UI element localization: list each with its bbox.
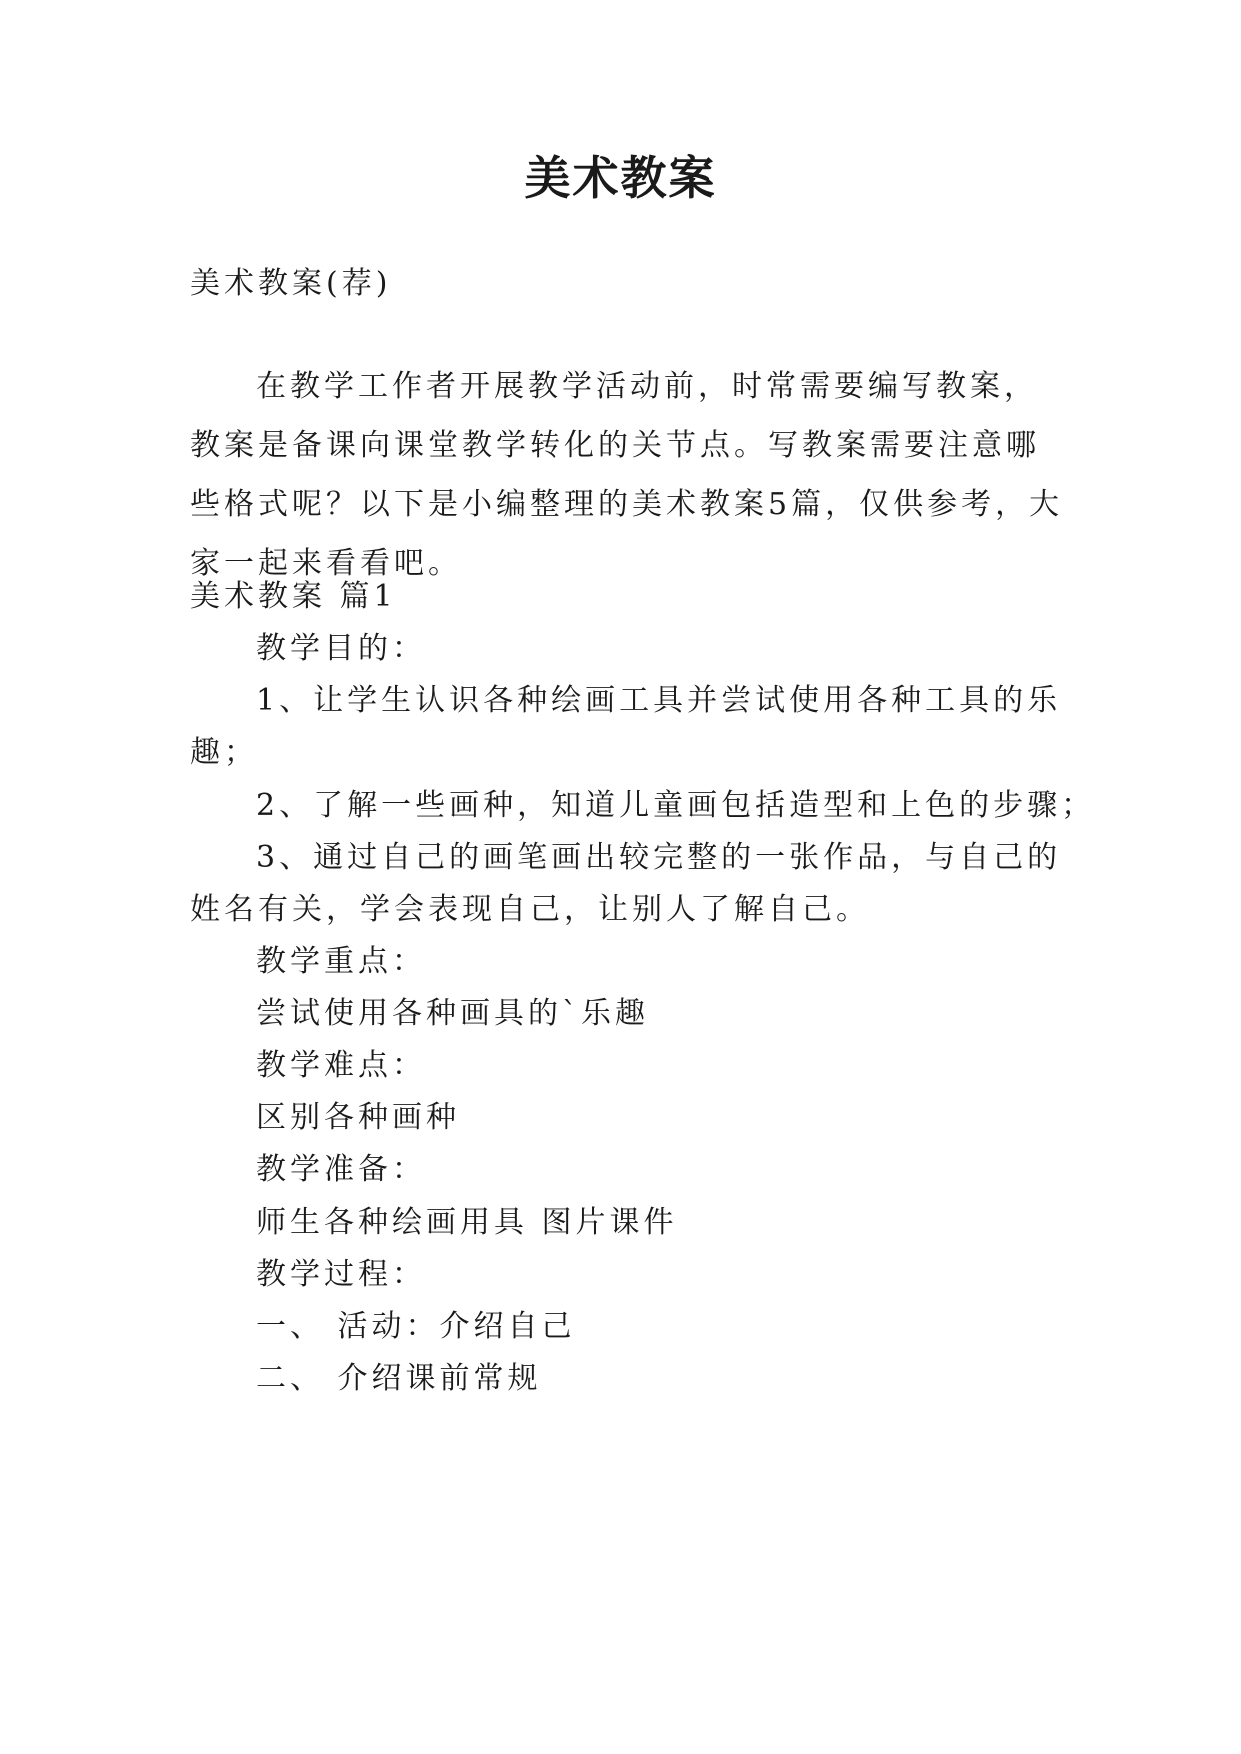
document-title: 美术教案 (524, 151, 717, 205)
goal-item-3-line-1: 3、通过自己的画笔画出较完整的一张作品，与自己的 (256, 840, 1062, 875)
intro-paragraph (190, 357, 1070, 593)
process-step-2: 二、 介绍课前常规 (256, 1361, 542, 1396)
difficulty-text: 区别各种画种 (256, 1100, 460, 1135)
goal-heading: 教学目的： (256, 631, 426, 666)
difficulty-heading: 教学难点： (256, 1048, 426, 1083)
key-point-text: 尝试使用各种画具的`乐趣 (256, 996, 649, 1031)
document-subtitle: 美术教案(荐) (190, 266, 392, 301)
goal-item-3-line-2: 姓名有关，学会表现自己，让别人了解自己。 (190, 892, 870, 927)
preparation-text: 师生各种绘画用具 图片课件 (256, 1205, 678, 1240)
goal-item-1-line-2: 趣； (190, 735, 258, 770)
goal-item-1-line-1: 1、让学生认识各种绘画工具并尝试使用各种工具的乐 (256, 683, 1062, 718)
section-heading: 美术教案 篇1 (190, 579, 397, 614)
key-point-heading: 教学重点： (256, 944, 426, 979)
intro-text: 在教学工作者开展教学活动前，时常需要编写教案，教案是备课向课堂教学转化的关节点。写教案需要注意哪些格式呢？以下是小编整理的美术教案5篇，仅供参考，大家一起来看看吧。 (190, 369, 1064, 581)
process-heading: 教学过程： (256, 1257, 426, 1292)
goal-item-2: 2、了解一些画种，知道儿童画包括造型和上色的步骤； (256, 788, 1096, 823)
process-step-1: 一、 活动：介绍自己 (256, 1309, 576, 1344)
preparation-heading: 教学准备： (256, 1152, 426, 1187)
